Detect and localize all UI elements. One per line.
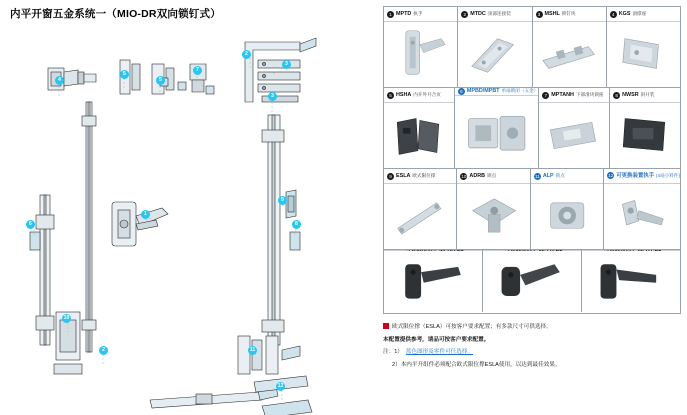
notes-block (383, 322, 683, 373)
part-code: MPBD/MPBT (466, 88, 500, 95)
badge-number: 5 (387, 92, 394, 99)
catalog-cell-mprt-e1[interactable] (582, 250, 680, 312)
drawing-part-corner-drive (245, 38, 316, 102)
part-desc: 锁钉块 (561, 11, 576, 16)
cell-header (533, 7, 606, 22)
page-title: 内平开窗五金系统一（MIO-DR双向锁钉式） (10, 8, 221, 20)
badge-number: 12 (608, 173, 614, 179)
callout-bubble: 9 (278, 196, 287, 205)
part-code: KGS (618, 11, 631, 17)
cell-header (604, 169, 680, 184)
part-desc: (4扇小料件) (656, 172, 681, 178)
parts-catalog (383, 6, 681, 314)
callout-bubble: 7 (193, 66, 202, 75)
catalog-cell-mpkh-e1[interactable] (384, 250, 483, 312)
part-code: MTDC (470, 11, 486, 17)
part-desc: 顶部连接装 (487, 11, 511, 16)
drawing-small-parts (30, 78, 300, 250)
callout-bubble: 4 (55, 76, 64, 85)
catalog-cell-kgs[interactable] (607, 7, 680, 87)
part-image-stay-bar (384, 184, 456, 249)
catalog-cell-hsha[interactable] (384, 88, 455, 168)
badge-number: 11 (534, 173, 540, 179)
cell-header (458, 7, 531, 22)
callout-bubble: 5 (120, 70, 129, 79)
catalog-cell-mpbd[interactable] (455, 88, 539, 168)
drawing-part-stay (286, 190, 296, 218)
part-desc: 执手 (413, 11, 423, 16)
part-image-cam-plate (457, 184, 529, 249)
drawing-part-handle (112, 202, 168, 246)
catalog-cell-mshl[interactable] (533, 7, 607, 87)
callout-bubble: 1 (141, 210, 150, 219)
drawing-part-bottom-far-right (262, 400, 312, 415)
part-image-dark-plate (610, 103, 680, 168)
cell-header (607, 7, 680, 22)
part-image-handle-plate (384, 22, 457, 87)
catalog-cell-mpfr-e1[interactable] (483, 250, 582, 312)
technical-drawing (0, 20, 378, 415)
badge-number: 9 (387, 173, 394, 180)
cell-header (384, 88, 454, 103)
callout-bubble: 3 (268, 92, 277, 101)
part-desc: 滑撑座 (632, 11, 647, 16)
catalog-cell-nwsr[interactable] (610, 88, 680, 168)
part-desc: 斜开装 (640, 92, 655, 97)
part-code: MSHL (544, 11, 560, 17)
callout-bubble: 3 (282, 60, 291, 69)
badge-number: 1 (387, 11, 394, 18)
badge-number: 4 (610, 11, 617, 18)
note-line-3 (383, 347, 683, 358)
part-image-hinge-bracket (607, 22, 680, 87)
note-prefix: 注：1） (383, 349, 403, 356)
catalog-cell-replaceable-handle[interactable] (604, 169, 680, 249)
cell-header (610, 88, 680, 103)
note-text: 2）本内平开组件必须配合欧式限位撑ESLA使用，以达到最佳效果。 (392, 361, 561, 368)
part-desc: 内开外开合页 (413, 92, 441, 97)
part-desc: 单扇锁闭（五金） (501, 88, 539, 94)
badge-number: 10 (461, 173, 467, 179)
part-desc: 欧式限位撑 (412, 173, 436, 178)
note-text: 本配置提供参考，请品可按客户要求配置。 (383, 336, 490, 343)
cell-header (531, 169, 603, 184)
part-image-handle-black-2 (483, 251, 581, 312)
catalog-cell-adrb[interactable] (457, 169, 530, 249)
part-image-bolt-set (455, 96, 538, 168)
cell-header (539, 88, 609, 103)
red-square-icon (383, 323, 389, 329)
drawing-part-drive-rod (82, 102, 96, 352)
callout-bubble: 5 (156, 76, 165, 85)
note-line-1 (383, 322, 683, 333)
part-image-handle-lever (604, 184, 680, 250)
cell-header (384, 169, 456, 184)
badge-number: 7 (542, 92, 549, 99)
note-line-4 (383, 360, 683, 371)
part-desc: 锁点 (487, 173, 497, 178)
catalog-row (384, 169, 680, 250)
callout-bubble: 2 (242, 50, 251, 59)
catalog-cell-esla[interactable] (384, 169, 457, 249)
part-image-keeper-block (539, 103, 609, 168)
catalog-cell-mtdc[interactable] (458, 7, 532, 87)
catalog-cell-mptanh[interactable] (539, 88, 610, 168)
callout-bubble: 11 (249, 347, 256, 353)
badge-number: 3 (536, 11, 543, 18)
note-text: 欧式限位撑（ESLA）可按客户要求配置；有多款尺寸可供选择。 (392, 324, 552, 330)
callout-bubble: 6 (26, 220, 35, 229)
note-line-2 (383, 335, 683, 346)
part-code: 可更换装置执手 (616, 172, 655, 179)
callout-bubble: 12 (277, 383, 284, 389)
part-desc: 下部滑块锁座 (575, 92, 604, 97)
badge-number: 2 (461, 11, 468, 18)
part-code: ADRB (469, 173, 485, 179)
part-code: ESLA (396, 173, 411, 179)
cell-header (384, 7, 457, 22)
part-image-handle-black-3 (582, 251, 680, 312)
part-image-handle-black-1 (384, 251, 482, 312)
callout-bubble: 8 (292, 220, 301, 229)
part-image-lock-block (533, 22, 606, 87)
catalog-cell-alp[interactable] (531, 169, 604, 249)
part-code: MPTANH (551, 92, 574, 98)
catalog-row (384, 88, 680, 169)
callout-bubble: 2 (99, 346, 108, 355)
part-code: MPTD (396, 11, 412, 17)
drawing-part-bottom-right (238, 336, 308, 392)
note-text-blue: 蓝色图形及零件可任选择。 (405, 349, 474, 356)
badge-number: 8 (613, 92, 620, 99)
part-code: NWSR (622, 92, 639, 98)
part-image-corner-drive (458, 22, 531, 87)
part-code: ALP (542, 173, 554, 179)
part-code: HSHA (396, 92, 412, 98)
cell-header (457, 169, 529, 184)
part-image-hinge-pair (384, 103, 454, 168)
part-desc: 锁点 (555, 173, 565, 178)
cell-header (455, 88, 538, 96)
drawing-part-right-rail (262, 115, 284, 345)
drawing-part-left-rail (36, 195, 54, 345)
badge-number: 6 (458, 88, 465, 95)
part-image-cam-round (531, 184, 603, 249)
callout-bubble: 10 (63, 315, 70, 321)
catalog-cell-mptd[interactable] (384, 7, 458, 87)
catalog-row (384, 7, 680, 88)
catalog-row-alt-handles (384, 250, 680, 312)
